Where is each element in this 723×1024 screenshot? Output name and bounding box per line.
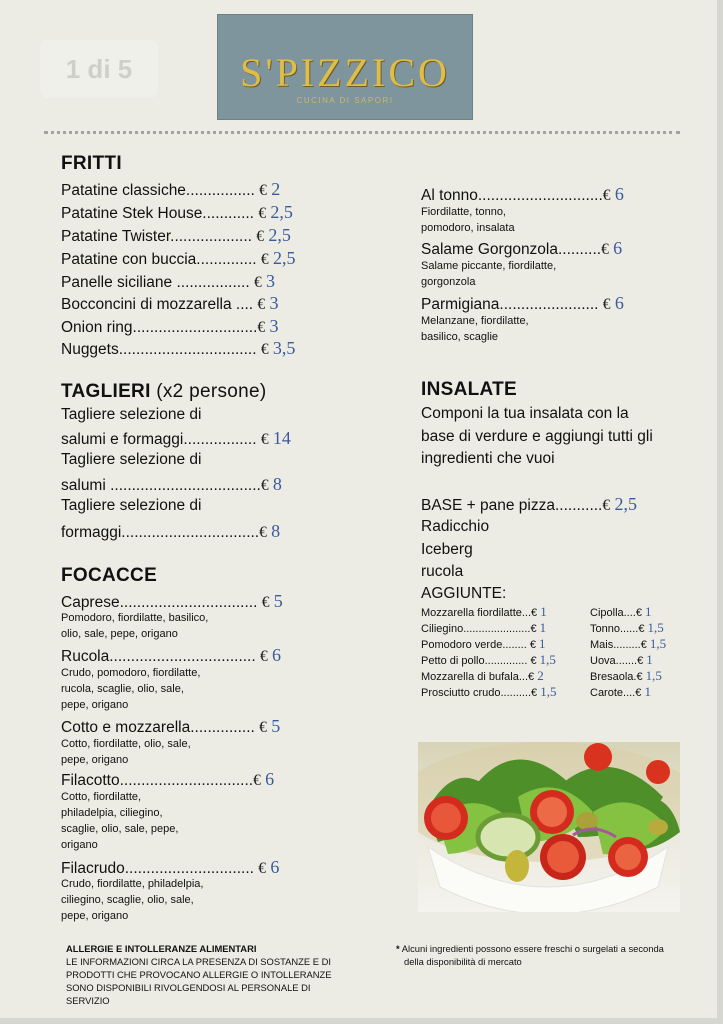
note-line: Alcuni ingredienti possono essere freschi o surgelati a seconda xyxy=(401,943,664,954)
aggiunta-price: 1,5 xyxy=(647,620,664,635)
currency-symbol: € xyxy=(257,319,266,336)
item-name: Cotto e mozzarella............... xyxy=(61,719,255,736)
aggiunta-item xyxy=(421,604,547,620)
item-name: Filacotto............................... xyxy=(61,772,254,789)
aggiunta-price: 1 xyxy=(645,604,652,619)
desc-line: basilico, scaglie xyxy=(421,331,499,343)
item-name: BASE + pane pizza........... xyxy=(421,497,603,514)
item-price: 6 xyxy=(270,857,280,877)
currency-symbol: € xyxy=(530,655,537,667)
menu-item xyxy=(421,238,622,259)
currency-symbol: € xyxy=(260,341,269,358)
aggiunta-price: 2 xyxy=(537,668,544,683)
desc-line: origano xyxy=(61,839,98,851)
aggiunta-item xyxy=(590,652,653,668)
aggiunta-item xyxy=(590,636,666,652)
menu-item xyxy=(61,202,293,223)
desc-line: Crudo, fiordilatte, philadelpia, xyxy=(61,878,204,890)
item-price: 5 xyxy=(271,716,281,736)
aggiunta-price: 1,5 xyxy=(540,684,557,699)
insalate-intro xyxy=(421,403,653,471)
page-indicator xyxy=(40,40,158,98)
aggiunta-price: 1 xyxy=(539,636,546,651)
desc-line: pepe, origano xyxy=(61,754,129,766)
tagliere-line: Tagliere selezione di xyxy=(61,406,202,423)
item-name: Panelle siciliane ................. xyxy=(61,274,250,291)
desc-line: Salame piccante, fiordilatte, xyxy=(421,260,557,272)
item-name: formaggi................................ xyxy=(61,524,260,541)
item-name: Bocconcini di mozzarella .... xyxy=(61,296,254,313)
base-list xyxy=(421,516,489,584)
currency-symbol: € xyxy=(259,524,267,541)
aggiunta-name: Carote.... xyxy=(590,687,636,699)
item-name: salumi e formaggi................. xyxy=(61,431,257,448)
menu-item xyxy=(421,184,624,205)
menu-item xyxy=(61,857,279,878)
menu-item xyxy=(61,225,291,246)
desc-line: Crudo, pomodoro, fiordilatte, xyxy=(61,667,201,679)
item-price: 3 xyxy=(269,316,279,336)
item-description xyxy=(61,876,203,924)
aggiunta-name: Petto di pollo.............. xyxy=(421,655,528,667)
currency-symbol: € xyxy=(530,623,537,635)
item-name: Filacrudo.............................. xyxy=(61,860,254,877)
desc-line: ciliegino, scaglie, olio, sale, xyxy=(61,894,194,906)
currency-symbol: € xyxy=(602,296,611,313)
desc-line: Cotto, fiordilatte, olio, sale, xyxy=(61,738,191,750)
aggiunta-price: 1,5 xyxy=(645,668,662,683)
base-item: Radicchio xyxy=(421,518,490,535)
menu-item xyxy=(61,769,274,790)
item-price: 8 xyxy=(272,474,282,494)
logo xyxy=(217,14,473,120)
item-name: Patatine Stek House............ xyxy=(61,205,254,222)
menu-item xyxy=(61,316,278,337)
section-title-focacce: FOCACCE xyxy=(61,565,158,586)
aggiunta-item xyxy=(421,652,556,668)
aggiunta-price: 1 xyxy=(540,604,547,619)
currency-symbol: € xyxy=(259,719,267,736)
item-price: 6 xyxy=(614,184,624,204)
currency-symbol: € xyxy=(601,241,609,258)
desc-line: Fiordilatte, tonno, xyxy=(421,206,506,218)
allergy-line: SONO DISPONIBILI RIVOLGENDOSI AL PERSONALE DI xyxy=(66,982,311,993)
aggiunta-name: Ciliegino...................... xyxy=(421,623,531,635)
currency-symbol: € xyxy=(640,639,647,651)
aggiunta-name: Mozzarella fiordilatte... xyxy=(421,607,532,619)
item-price: 5 xyxy=(273,591,283,611)
item-name: Patatine classiche................ xyxy=(61,182,255,199)
aggiunta-price: 1 xyxy=(539,620,547,635)
item-price: 2,5 xyxy=(614,494,637,514)
currency-symbol: € xyxy=(257,296,266,313)
menu-item xyxy=(61,474,282,495)
currency-symbol: € xyxy=(635,607,642,619)
currency-symbol: € xyxy=(602,497,611,514)
currency-symbol: € xyxy=(636,671,643,683)
allergy-title: ALLERGIE E INTOLLERANZE ALIMENTARI xyxy=(66,943,257,954)
aggiunta-price: 1,5 xyxy=(649,636,667,651)
currency-symbol: € xyxy=(529,639,536,651)
aggiunta-price: 1 xyxy=(644,684,651,699)
allergy-line: SERVIZIO xyxy=(66,995,110,1006)
aggiunta-item xyxy=(590,684,651,700)
note-line: della disponibilità di mercato xyxy=(404,956,522,967)
item-description xyxy=(421,313,529,345)
section-subtitle: (x2 persone) xyxy=(156,381,267,402)
item-price: 2,5 xyxy=(268,225,291,245)
section-title-fritti: FRITTI xyxy=(61,153,122,174)
currency-symbol: € xyxy=(253,274,262,291)
item-price: 6 xyxy=(265,769,275,789)
aggiunta-price: 1 xyxy=(646,652,653,667)
aggiunta-name: Mozzarella di bufala... xyxy=(421,671,528,683)
logo-tagline: CUCINA DI SAPORI xyxy=(296,96,394,105)
base-item: rucola xyxy=(421,563,464,580)
currency-symbol: € xyxy=(259,182,267,199)
desc-line: scaglie, olio, sale, pepe, xyxy=(61,823,179,835)
desc-line: Cotto, fiordilatte, xyxy=(61,791,142,803)
menu-item xyxy=(61,716,280,737)
desc-line: Melanzane, fiordilatte, xyxy=(421,315,529,327)
currency-symbol: € xyxy=(256,228,265,245)
currency-symbol: € xyxy=(261,594,270,611)
item-name: Caprese................................ xyxy=(61,594,258,611)
aggiunta-name: Mais......... xyxy=(590,639,641,651)
currency-symbol: € xyxy=(260,477,269,494)
aggiunta-name: Cipolla.... xyxy=(590,607,636,619)
salad-photo xyxy=(418,742,680,912)
tagliere-line: Tagliere selezione di xyxy=(61,451,202,468)
aggiunta-item xyxy=(590,604,652,620)
currency-symbol: € xyxy=(259,648,268,665)
menu-item xyxy=(61,179,280,200)
currency-symbol: € xyxy=(253,772,261,789)
page-indicator-text: 1 di 5 xyxy=(65,53,133,84)
allergy-notice xyxy=(66,942,366,1007)
currency-symbol: € xyxy=(531,607,538,619)
item-name: Onion ring............................. xyxy=(61,319,258,336)
menu-item xyxy=(61,521,280,542)
aggiunta-item xyxy=(421,636,546,652)
aggiunta-item xyxy=(590,620,664,636)
item-price: 6 xyxy=(613,238,623,258)
base-item: Iceberg xyxy=(421,540,473,558)
currency-symbol: € xyxy=(260,431,269,448)
currency-symbol: € xyxy=(528,671,535,683)
section-title-taglieri xyxy=(61,381,267,403)
aggiunta-name: Pomodoro verde........ xyxy=(421,639,527,651)
item-price: 3 xyxy=(269,293,279,313)
item-price: 2,5 xyxy=(270,202,293,222)
item-description xyxy=(61,610,208,642)
aggiunta-item xyxy=(421,620,546,636)
aggiunte-title: AGGIUNTE: xyxy=(421,585,507,602)
intro-line: base di verdure e aggiungi tutti gli xyxy=(421,427,653,445)
currency-symbol: € xyxy=(258,205,267,222)
currency-symbol: € xyxy=(638,623,645,635)
item-name: Patatine Twister................... xyxy=(61,228,252,245)
aggiunta-item xyxy=(421,668,544,684)
intro-line: Componi la tua insalata con la xyxy=(421,405,629,422)
aggiunta-name: Tonno...... xyxy=(590,623,639,635)
section-title-insalate: INSALATE xyxy=(421,379,517,400)
item-name: Nuggets................................ xyxy=(61,341,257,358)
item-price: 2 xyxy=(271,179,281,199)
menu-item xyxy=(61,591,283,612)
menu-item xyxy=(61,271,275,292)
desc-line: olio, sale, pepe, origano xyxy=(61,628,178,640)
currency-symbol: € xyxy=(602,187,611,204)
currency-symbol: € xyxy=(637,655,644,667)
currency-symbol: € xyxy=(260,251,269,268)
item-price: 3 xyxy=(266,271,276,291)
menu-item xyxy=(61,338,295,359)
item-name: Rucola.................................. xyxy=(61,648,256,665)
item-name: Parmigiana....................... xyxy=(421,296,599,313)
item-price: 14 xyxy=(272,428,291,448)
item-description xyxy=(421,258,556,290)
section-title-text: TAGLIERI xyxy=(61,381,151,402)
tagliere-line: Tagliere selezione di xyxy=(61,497,202,514)
aggiunta-item xyxy=(421,684,556,700)
desc-line: Pomodoro, fiordilatte, basilico, xyxy=(61,612,209,624)
item-description xyxy=(61,665,200,713)
currency-symbol: € xyxy=(635,687,642,699)
aggiunta-name: Uova....... xyxy=(590,655,638,667)
aggiunta-name: Bresaola. xyxy=(590,671,637,683)
item-price: 6 xyxy=(614,293,624,313)
item-name: salumi ................................... xyxy=(61,477,261,494)
item-name: Al tonno............................. xyxy=(421,187,603,204)
allergy-line: LE INFORMAZIONI CIRCA LA PRESENZA DI SOSTANZE E DI xyxy=(66,956,331,967)
menu-item xyxy=(61,645,281,666)
item-price: 6 xyxy=(272,645,282,665)
menu-item xyxy=(421,293,624,314)
item-description xyxy=(61,789,178,853)
desc-line: pepe, origano xyxy=(61,910,129,922)
menu-item xyxy=(421,494,637,515)
desc-line: rucola, scaglie, olio, sale, xyxy=(61,683,184,695)
currency-symbol: € xyxy=(531,687,538,699)
logo-brand: S'PIZZICO xyxy=(240,50,450,95)
item-price: 3,5 xyxy=(272,338,296,358)
desc-line: philadelpia, ciliegino, xyxy=(61,807,163,819)
item-name: Patatine con buccia.............. xyxy=(61,251,257,268)
availability-note xyxy=(396,942,696,968)
item-price: 2,5 xyxy=(272,248,296,268)
aggiunta-item xyxy=(590,668,662,684)
menu-item xyxy=(61,293,278,314)
currency-symbol: € xyxy=(258,860,267,877)
desc-line: pomodoro, insalata xyxy=(421,222,515,234)
menu-item xyxy=(61,428,291,449)
desc-line: pepe, origano xyxy=(61,699,129,711)
aggiunta-name: Prosciutto crudo.......... xyxy=(421,687,532,699)
menu-item xyxy=(61,248,295,269)
intro-line: ingredienti che vuoi xyxy=(421,450,555,467)
dotted-divider xyxy=(44,131,680,134)
item-name: Salame Gorgonzola.......... xyxy=(421,241,602,258)
item-price: 8 xyxy=(271,521,281,541)
note-mark: * xyxy=(396,943,400,954)
allergy-line: PRODOTTI CHE PROVOCANO ALLERGIE O INTOLLERANZE xyxy=(66,969,332,980)
desc-line: gorgonzola xyxy=(421,276,476,288)
item-description xyxy=(61,736,191,768)
item-description xyxy=(421,204,515,236)
aggiunta-price: 1,5 xyxy=(539,652,556,667)
